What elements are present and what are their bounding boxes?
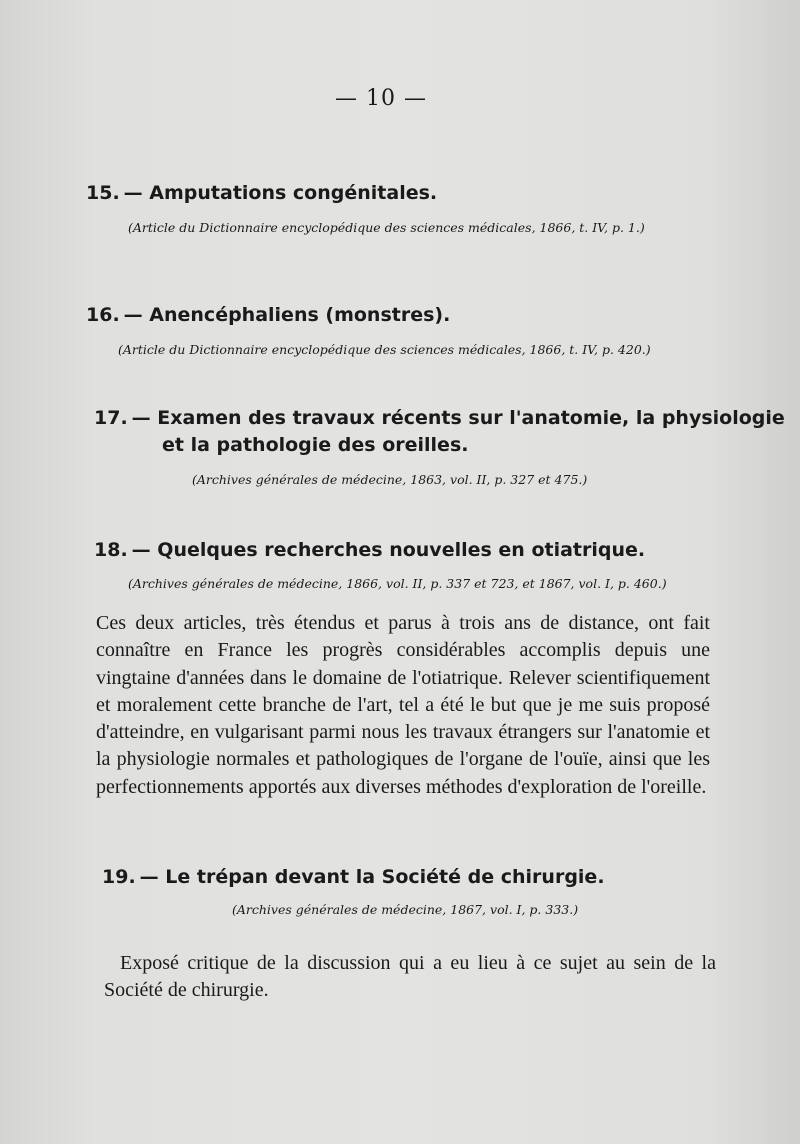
entry-title-text: — Le trépan devant la Société de chirurgie. <box>139 866 605 888</box>
entry-16-title <box>86 300 450 330</box>
entry-19-reference: (Archives générales de médecine, 1867, vol. I, p. 333.) <box>232 902 579 917</box>
entry-15-reference: (Article du Dictionnaire encyclopédique des sciences médicales, 1866, t. IV, p. 1.) <box>128 220 645 235</box>
entry-18-body: Ces deux articles, très étendus et parus à trois ans de distance, ont fait connaître en France les progrès considérables accomplis depuis une vingtaine d'années dans le domaine de l'otiatrique. Relever scientifiquement et moralement cette branche de l'art, tel a été le but que je me suis proposé d'atteindre, en vulgarisant parmi nous les travaux étrangers sur l'anatomie et la physiologie normales et pathologiques de l'organe de l'ouïe, ainsi que les perfectionnements apportés aux diverses méthodes d'exploration de l'oreille. <box>96 612 710 798</box>
entry-number: 18. <box>94 539 128 561</box>
entry-number: 16. <box>86 304 120 326</box>
entry-17-reference: (Archives générales de médecine, 1863, vol. II, p. 327 et 475.) <box>192 472 588 487</box>
entry-17-title-continued: et la pathologie des oreilles. <box>162 434 469 456</box>
entry-16-reference: (Article du Dictionnaire encyclopédique des sciences médicales, 1866, t. IV, p. 420.) <box>118 342 651 357</box>
entry-19-body: Exposé critique de la discussion qui a eu lieu à ce sujet au sein de la Société de chirurgie. <box>104 952 716 1002</box>
entry-number: 19. <box>102 866 136 888</box>
entry-title-text: — Quelques recherches nouvelles en otiatrique. <box>131 539 646 561</box>
entry-title-text: — Examen des travaux récents sur l'anatomie, la physiologie <box>131 407 785 429</box>
entry-number: 17. <box>94 407 128 429</box>
entry-18-title <box>94 535 645 565</box>
page-number: — 10 — <box>335 86 427 111</box>
entry-number: 15. <box>86 182 120 204</box>
entry-title-text: — Anencéphaliens (monstres). <box>123 304 451 326</box>
entry-title-text: — Amputations congénitales. <box>123 182 438 204</box>
entry-15-title <box>86 178 437 208</box>
entry-18-reference: (Archives générales de médecine, 1866, vol. II, p. 337 et 723, et 1867, vol. I, p. 460.) <box>128 576 667 591</box>
entry-19-title <box>102 862 605 892</box>
entry-17-title <box>94 403 785 433</box>
